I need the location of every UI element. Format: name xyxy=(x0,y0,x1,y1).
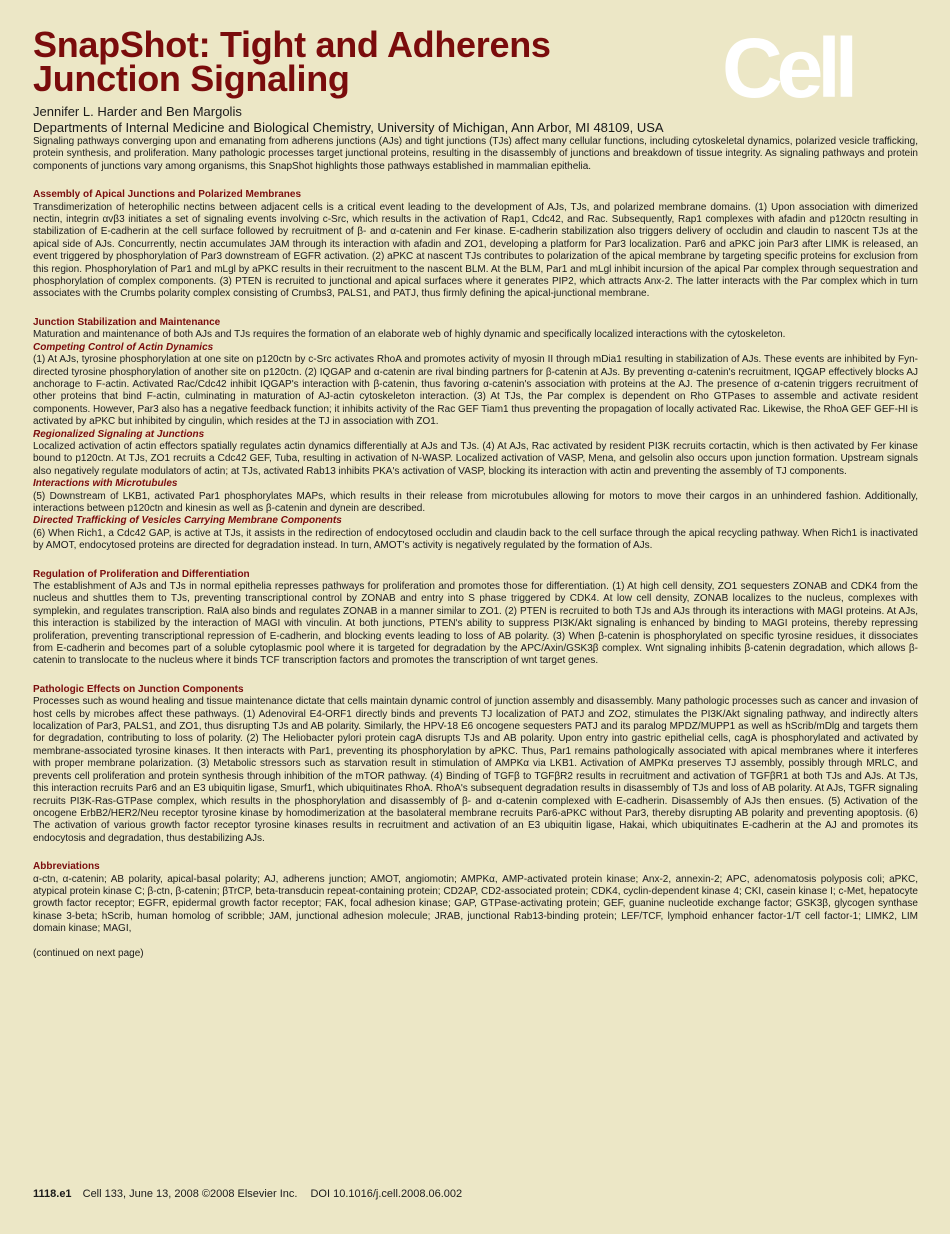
subheading-regionalized-signaling: Regionalized Signaling at Junctions xyxy=(33,428,205,440)
continued-note: (continued on next page) xyxy=(33,947,144,959)
paper-title xyxy=(33,24,673,99)
section-heading-proliferation: Regulation of Proliferation and Differentiation xyxy=(33,568,250,580)
section-heading-pathologic: Pathologic Effects on Junction Components xyxy=(33,683,244,695)
paper-page xyxy=(33,21,918,959)
section-text-abbreviations: α-ctn, α-catenin; AB polarity, apical-basal polarity; AJ, adherens junction; AMOT, angiomotin; AMPKα, AMP-activated protein kinase; Anx-2, annexin-2; APC, adenomatosis polyposis coli; aPKC, atypical protein kinase C; β-ctn, β-catenin; βTrCP, beta-transducin repeat-containing protein; CD2AP, CD2-associated protein; CDK4, cyclin-dependent kinase 4; CKI, casein kinase I; c-Met, hepatocyte growth factor receptor; EGFR, epidermal growth factor receptor; FAK, focal adhesion kinase; GAP, GTPase-activating protein; GEF, guanine nucleotide exchange factor; GSK3β, glycogen synthase kinase 3-beta; hScrib, human homolog of scribble; JAM, junctional adhesion molecule; JRAB, junctional Rab13-binding protein; LEF/TCF, lymphoid enhancer factor-1/T cell factor-1; LIMK2, LIM domain kinase; MAGI, xyxy=(33,873,918,935)
title-line-1: SnapShot: Tight and Adherens xyxy=(33,24,551,65)
subtext-microtubules: (5) Downstream of LKB1, activated Par1 phosphorylates MAPs, which results in their release from microtubules allowing for motors to move their cargos in an unhindered fashion. Additionally, interactions between p120ctn and kinesin as well as β-catenin and dynein are described. xyxy=(33,490,918,514)
subtext-actin-dynamics: (1) At AJs, tyrosine phosphorylation at one site on p120ctn by c-Src activates RhoA and promotes activity of myosin II through mDia1 resulting in stabilization of AJs. These events are inhibited by Fyn-directed tyrosine phosphorylation of another site on p120ctn. (2) IQGAP and α-catenin are rival binding partners for β-catenin at AJs. By preventing α-catenin's recruitment, IQGAP effectively blocks AJ anchorage to F-actin. Activated Rac/Cdc42 inhibit IQGAP's interaction with β-catenin, thus favoring α-catenin's association with proteins at the AJ. The presence of α-catenin triggers recruitment of other proteins that bind F-actin, culminating in maturation of AJ-actin cytoskeleton interaction. (3) At TJs, the Par complex is dependent on Rho GTPases to assemble and activate resident components. However, Par3 also has a negative feedback function; it inhibits activity of the Rac GEF Tiam1 thus preventing the propagation of locally activated Rac. Likewise, the RhoA GEF GEF-HI is activated by aPKC but inhibited by cingulin, which resides at the TJ in association with ZO1. xyxy=(33,354,918,428)
subheading-vesicle-trafficking: Directed Trafficking of Vesicles Carrying Membrane Components xyxy=(33,515,342,527)
page-number: 1118.e1 xyxy=(33,1188,72,1200)
subheading-microtubules: Interactions with Microtubules xyxy=(33,478,178,490)
section-text-proliferation: The establishment of AJs and TJs in normal epithelia represses pathways for proliferation and promotes those for differentiation. (1) At high cell density, ZO1 sequesters ZONAB and CDK4 from the nucleus and shuttles them to TJs, preventing transcriptional control by ZONAB and entry into S phase triggered by CDK4. At low cell density, ZONAB localizes to the nucleus, complexes with symplekin, and regulates transcription. RalA also binds and regulates ZONAB in a manner similar to ZO1. (2) PTEN is recruited to both TJs and AJs through its interactions with MAGI proteins. At AJs, this interaction is stabilized by the interaction of MAGI with vinculin. At both junctions, PTEN's ability to suppress PI3K/Akt signaling is enhanced by binding to MAGI proteins, thereby repressing proliferation, preventing transcriptional repression of E-cadherin, and blocking events leading to loss of AB polarity. (3) When β-catenin is phosphorylated on specific tyrosine residues, it dissociates from E-cadherin and becomes part of a soluble cytoplasmic pool where it is targeted for degradation by the APC/Axin/GSK3β complex. Wnt signaling inhibits β-catenin degradation, which allows β-catenin to translocate to the nucleus where it binds TCF transcription factors and promotes the transcription of wnt target genes. xyxy=(33,581,918,667)
subtext-regionalized-signaling: Localized activation of actin effectors spatially regulates actin dynamics differentially at AJs and TJs. (4) At AJs, Rac activated by resident PI3K recruits cortactin, which is then activated by Fer kinase bound to p120ctn. At TJs, ZO1 recruits a Cdc42 GEF, Tuba, resulting in activation of N-WASP. Localized activation of VASP, Mena, and gelsolin also occurs upon junction formation. Upstream signals also negatively regulate modulators of actin; at TJs, activated Rab13 inhibits PKA's activation of VASP, blocking its interaction with actin and preventing the assembly of TJ components. xyxy=(33,440,918,477)
section-heading-abbreviations: Abbreviations xyxy=(33,861,100,873)
authors: Jennifer L. Harder and Ben Margolis xyxy=(33,104,242,119)
affiliation: Departments of Internal Medicine and Biological Chemistry, University of Michigan, Ann Arbor, MI 48109, USA xyxy=(33,120,664,135)
section-text-stabilization: Maturation and maintenance of both AJs and TJs requires the formation of an elaborate web of highly dynamic and specifically localized interactions with the cytoskeleton. xyxy=(33,329,786,341)
section-text-pathologic: Processes such as wound healing and tissue maintenance dictate that cells maintain dynamic control of junction assembly and disassembly. Many pathologic processes such as cancer and invasion of host cells by microbes affect these pathways. (1) Adenoviral E4-ORF1 directly binds and prevents TJ localization of PATJ and ZO2, stimulates the PI3K/Akt signaling pathway, and indirectly alters localization of Par3, PALS1, and ZO1, thus disrupting TJs and AB polarity. Similarly, the HPV-18 E6 oncogene sequesters PATJ and its paralog MPDZ/MUPP1 as well as hScrib/mDlg and targets them for degradation, contributing to loss of polarity. (2) The Heliobacter pylori protein cagA disrupts TJs and AB polarity. Upon entry into gastric epithelial cells, cagA is phosphorylated and activated by membrane-associated tyrosine kinases. It then interacts with Par1, preventing its phosphorylation by aPKC. Thus, Par1 remains pathologically associated with apical membranes where it interferes with proper membrane polarization. (3) Metabolic stressors such as starvation result in stimulation of AMPKα via LKB1. Activation of AMPKα preserves TJ assembly, possibly through MRLC, and prevents cell proliferation and protein synthesis through inhibition of the mTOR pathway. (4) Binding of TGFβ to TGFβR2 results in recruitment and activation of TGFβR1 at both TJs and AJs. At TJs, this interaction recruits Par6 and an E3 ubiquitin ligase, Smurf1, which ubiquitinates RhoA. RhoA's subsequent degradation results in disassembly of TJs and loss of AB polarity. At AJs, TGFR signaling recruits PI3K-Ras-GTPase complex, which results in the phosphorylation and disassembly of β- and α-catenin complexed with E-cadherin. Disassembly of AJs then ensues. (5) Activation of the oncogene ErbB2/HER2/Neu receptor tyrosine kinase by homodimerization at the basolateral membrane recruits Par6-aPKC without Par3, thereby disrupting AB polarity and preventing apoptosis. (6) The activation of various growth factor receptor tyrosine kinases results in recruitment and activation of an E3 ubiquitin ligase, Hakai, which ubiquitinates E-cadherin at the AJ and promotes its endocytosis and degradation, thus destabilizing AJs. xyxy=(33,696,918,844)
journal-citation: Cell 133, June 13, 2008 ©2008 Elsevier Inc. xyxy=(82,1188,298,1200)
section-heading-assembly: Assembly of Apical Junctions and Polarized Membranes xyxy=(33,189,302,201)
page-footer xyxy=(33,1188,472,1200)
section-text-assembly: Transdimerization of heterophilic nectins between adjacent cells is a critical event leading to the development of AJs, TJs, and polarized membrane domains. (1) Upon association with dimerized nectin, integrin αvβ3 initiates a set of signaling events involving c-Src, which results in the activation of Rap1, Cdc42, and Rac. Subsequently, Rap1 complexes with afadin and p120ctn resulting in stabilization of E-cadherin at the cell surface followed by recruitment of β- and α-catenin and Fer kinase. E-cadherin stabilization also triggers delivery of occludin and claudin to nascent TJs at the apical side of AJs. Concurrently, nectin accumulates JAM through its interaction with afadin and ZO1, developing a platform for Par3 localization. Par6 and aPKC join Par3 after LIMK is released, an event triggered by phosphorylation of Par3 downstream of EGFR activation. (2) aPKC at nascent TJs contributes to polarization of the apical membrane by targeting specific proteins for exclusion from this region. Phosphorylation of Par1 and mLgl by aPKC results in their recruitment to the nascent BLM. At the BLM, Par1 and mLgl inhibit incursion of the apical Par complex through sequestration and phosphorylation of complex components. (3) PTEN is recruited to junctional and apical surfaces where it generates PIP2, which attracts Anx-2. The latter interacts with the Par complex which in turn associates with the Crumbs polarity complex consisting of Crumbs3, PALS1, and PATJ, thus firmly defining the apical-junctional membrane. xyxy=(33,201,918,300)
cell-logo: Cell xyxy=(722,21,853,115)
section-heading-stabilization: Junction Stabilization and Maintenance xyxy=(33,316,221,328)
doi: DOI 10.1016/j.cell.2008.06.002 xyxy=(310,1188,463,1200)
intro-paragraph: Signaling pathways converging upon and emanating from adherens junctions (AJs) and tight junctions (TJs) affect many cellular functions, including cytoskeletal dynamics, polarized vesicle trafficking, protein synthesis, and proliferation. Many pathologic processes target junctional proteins, resulting in the disassembly of junctions and breakdown of tissue integrity. As signaling pathways and protein components of junctions vary among organisms, this SnapShot highlights those pathways established in mammalian epithelia. xyxy=(33,136,918,172)
subheading-actin-dynamics: Competing Control of Actin Dynamics xyxy=(33,341,214,353)
subtext-vesicle-trafficking: (6) When Rich1, a Cdc42 GAP, is active at TJs, it assists in the redirection of endocytosed occludin and claudin back to the cell surface through the apical recycling pathway. When Rich1 is inactivated by AMOT, endocytosed proteins are directed for degradation instead. In turn, AMOT's activity is negatively regulated by the formation of AJs. xyxy=(33,527,918,552)
title-line-2: Junction Signaling xyxy=(33,58,350,99)
